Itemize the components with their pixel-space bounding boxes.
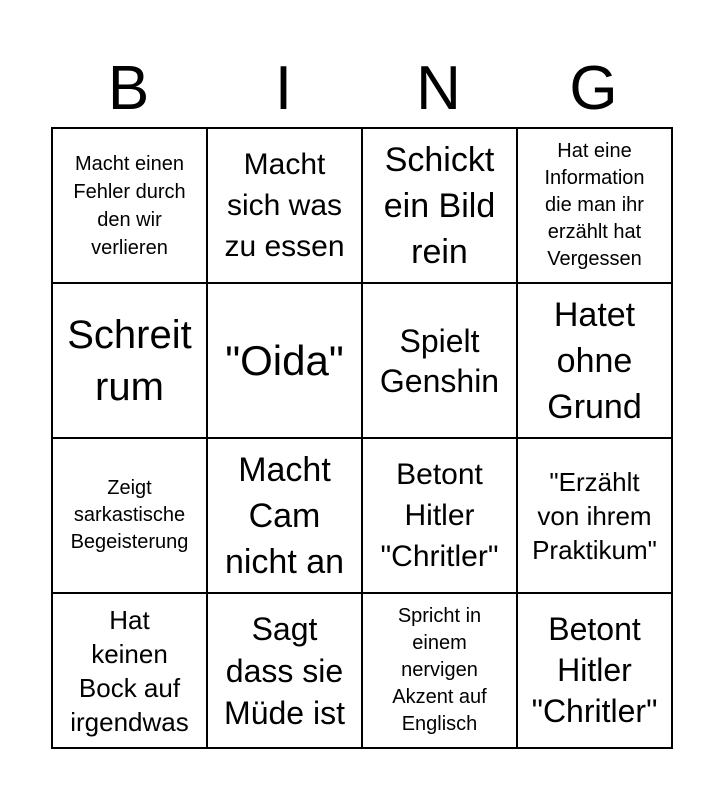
bingo-cell[interactable] (207, 438, 362, 593)
bingo-board (51, 127, 673, 749)
bingo-cell[interactable] (517, 128, 672, 283)
bingo-cell[interactable] (517, 593, 672, 748)
cell-text: Schreit rum (67, 312, 192, 409)
bingo-cell[interactable] (362, 438, 517, 593)
board-row (52, 438, 672, 593)
cell-text: "Oida" (225, 336, 344, 384)
cell-text: Spielt Genshin (379, 322, 500, 399)
board-row (52, 283, 672, 438)
cell-text: Hat eine Information die man ihr erzählt hat Vergessen (544, 140, 645, 270)
header-letter-b: B (107, 54, 150, 123)
bingo-header (51, 50, 671, 128)
bingo-cell[interactable] (52, 283, 207, 438)
board-row (52, 593, 672, 748)
bingo-cell[interactable] (207, 128, 362, 283)
cell-text: "Erzählt von ihrem Praktikum" (532, 466, 657, 565)
header-letter-g: G (569, 54, 618, 123)
bingo-cell[interactable] (52, 593, 207, 748)
header-letter-i: I (274, 54, 293, 123)
cell-text: Macht sich was zu essen (224, 148, 345, 263)
bingo-cell[interactable] (207, 593, 362, 748)
bingo-cell[interactable] (517, 438, 672, 593)
cell-text: Spricht in einem nervigen Akzent auf Englisch (392, 605, 487, 735)
cell-text: Macht einen Fehler durch den wir verlieren (73, 152, 186, 259)
bingo-cell[interactable] (362, 593, 517, 748)
header-letter-n: N (416, 54, 461, 123)
bingo-cell[interactable] (52, 128, 207, 283)
bingo-cell[interactable] (52, 438, 207, 593)
cell-text: Macht Cam nicht an (224, 450, 345, 581)
bingo-cell[interactable] (362, 128, 517, 283)
cell-text: Schickt ein Bild rein (383, 140, 496, 271)
cell-text: Zeigt sarkastische Begeisterung (70, 477, 189, 553)
bingo-cell[interactable] (517, 283, 672, 438)
cell-text: Betont Hitler "Chritler" (531, 611, 658, 729)
cell-text: Hatet ohne Grund (547, 295, 642, 426)
board-row (52, 128, 672, 283)
cell-text: Betont Hitler "Chritler" (380, 458, 499, 573)
bingo-cell[interactable] (362, 283, 517, 438)
bingo-cell[interactable] (207, 283, 362, 438)
cell-text: Hat keinen Bock auf irgendwas (70, 604, 189, 737)
cell-text: Sagt dass sie Müde ist (224, 610, 345, 731)
